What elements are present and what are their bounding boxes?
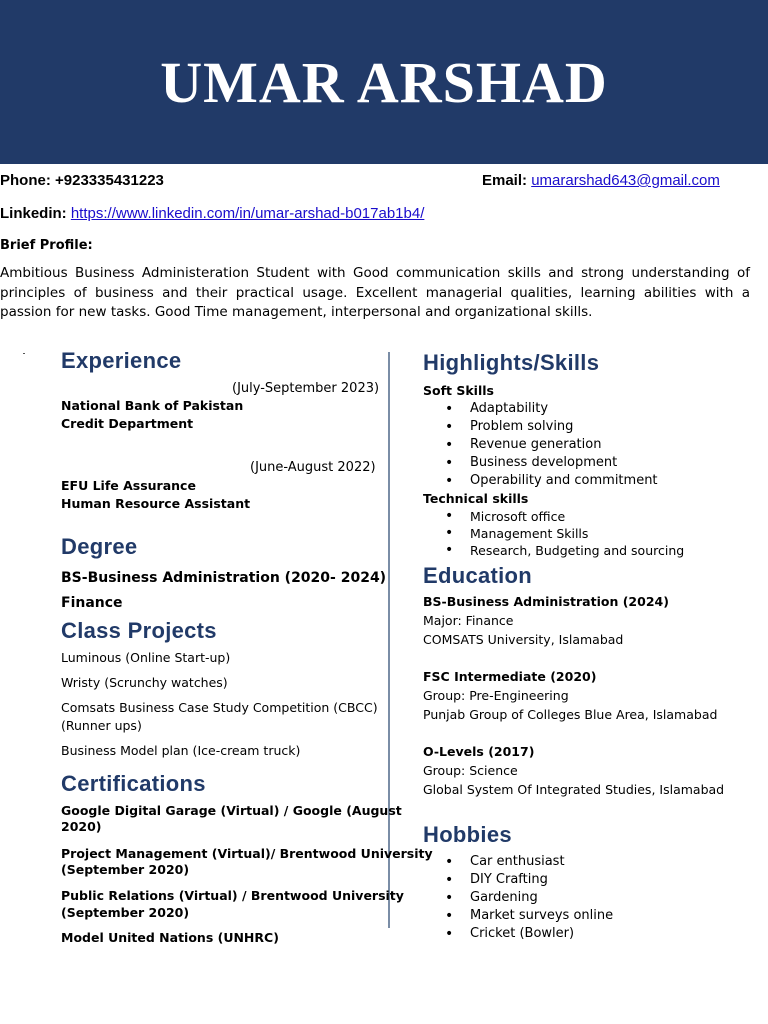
hobbies-list [423, 853, 613, 943]
certification-item: Model United Nations (UNHRC) [61, 930, 279, 945]
list-item: • Management Skills [423, 525, 684, 542]
email-link[interactable]: umararshad643@gmail.com [531, 172, 720, 189]
hobbies-heading: Hobbies [423, 822, 512, 847]
certification-item: Project Management (Virtual)/ Brentwood University [61, 846, 433, 861]
list-item: • Revenue generation [423, 436, 658, 454]
certification-item: Google Digital Garage (Virtual) / Google (August [61, 803, 402, 818]
certification-item: Public Relations (Virtual) / Brentwood University [61, 888, 404, 903]
soft-skills-list [423, 400, 658, 490]
experience-dates: (June-August 2022) [250, 460, 376, 475]
education-detail: Group: Science [423, 763, 518, 778]
list-item: • Adaptability [423, 400, 658, 418]
education-school: Punjab Group of Colleges Blue Area, Islamabad [423, 707, 718, 722]
linkedin-label: Linkedin: [0, 205, 67, 222]
list-item: • DIY Crafting [423, 871, 613, 889]
list-item: • Cricket (Bowler) [423, 925, 613, 943]
degree-title: BS-Business Administration (2020- 2024) [61, 570, 387, 586]
phone-value: +923335431223 [55, 172, 164, 189]
list-item: • Research, Budgeting and sourcing [423, 542, 684, 559]
list-item: • Microsoft office [423, 508, 684, 525]
education-heading: Education [423, 563, 533, 588]
project-item: Luminous (Online Start-up) [61, 650, 231, 665]
education-detail: Major: Finance [423, 613, 514, 628]
phone-label: Phone: [0, 172, 51, 189]
profile-heading: Brief Profile: [0, 238, 93, 253]
experience-heading: Experience [61, 348, 182, 373]
linkedin-link[interactable]: https://www.linkedin.com/in/umar-arshad-b017ab1b4/ [70, 205, 425, 222]
email-label: Email: [482, 172, 528, 189]
project-item: Wristy (Scrunchy watches) [61, 675, 228, 690]
project-item: Comsats Business Case Study Competition (CBCC) [61, 700, 378, 715]
experience-dates: (July-September 2023) [232, 381, 380, 396]
experience-org: EFU Life Assurance [61, 478, 196, 493]
phone-line [0, 172, 164, 189]
experience-role: Human Resource Assistant [61, 496, 251, 511]
degree-major: Finance [61, 595, 123, 611]
linkedin-line [0, 205, 424, 222]
stray-mark [23, 353, 25, 354]
certification-item: 2020) [61, 819, 102, 834]
certifications-heading: Certifications [61, 771, 206, 796]
email-line [482, 172, 720, 189]
list-item: • Business development [423, 454, 658, 472]
project-item: (Runner ups) [61, 718, 142, 733]
experience-role: Credit Department [61, 416, 194, 431]
education-school: COMSATS University, Islamabad [423, 632, 624, 647]
certification-item: (September 2020) [61, 905, 190, 920]
experience-org: National Bank of Pakistan [61, 398, 244, 413]
soft-skills-heading: Soft Skills [423, 383, 494, 398]
list-item: • Car enthusiast [423, 853, 613, 871]
technical-skills-heading: Technical skills [423, 491, 529, 506]
project-item: Business Model plan (Ice-cream truck) [61, 743, 301, 758]
candidate-name: UMAR ARSHAD [160, 50, 608, 115]
education-school: Global System Of Integrated Studies, Islamabad [423, 782, 725, 797]
degree-heading: Degree [61, 534, 138, 559]
list-item: • Gardening [423, 889, 613, 907]
list-item: • Operability and commitment [423, 472, 658, 490]
certification-item: (September 2020) [61, 862, 190, 877]
column-divider [388, 352, 390, 928]
list-item: • Market surveys online [423, 907, 613, 925]
technical-skills-list [423, 508, 684, 559]
education-title: BS-Business Administration (2024) [423, 594, 669, 609]
projects-heading: Class Projects [61, 618, 217, 643]
skills-heading: Highlights/Skills [423, 350, 600, 375]
list-item: • Problem solving [423, 418, 658, 436]
education-title: O-Levels (2017) [423, 744, 535, 759]
profile-text: Ambitious Business Administeration Student with Good communication skills and strong understanding of principles of business and their practical usage. Excellent managerial qualities, learning abilities with a passion for new tasks. Good Time management, interpersonal and organizational skills. [0, 265, 750, 320]
education-title: FSC Intermediate (2020) [423, 669, 597, 684]
education-detail: Group: Pre-Engineering [423, 688, 569, 703]
